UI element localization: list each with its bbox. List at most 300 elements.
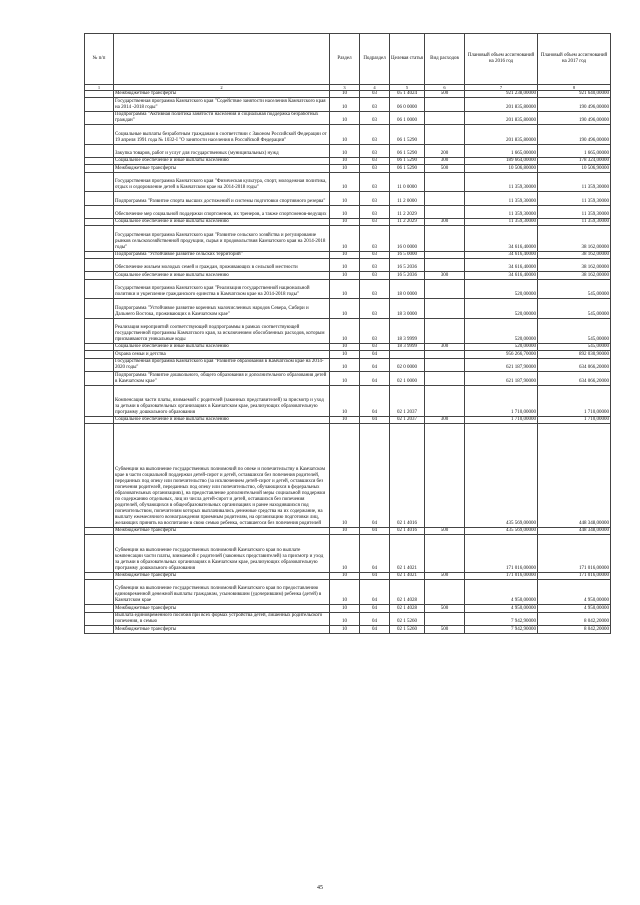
cell-expense-type	[425, 251, 465, 258]
cell-razdel: 10	[330, 527, 360, 534]
table-row	[85, 157, 611, 164]
cell-name: Выплата единовременного пособия при всех формах устройства детей, лишенных родительского попечения, в семью	[114, 612, 330, 625]
cell-expense-type	[425, 192, 465, 205]
table-row	[85, 358, 611, 371]
column-number: 5	[390, 85, 425, 91]
cell-index	[85, 318, 114, 343]
cell-expense-type	[425, 385, 465, 416]
cell-podrazdel: 04	[360, 579, 390, 604]
header-target-article: Целевая статья	[390, 34, 425, 85]
column-number: 1	[85, 85, 114, 91]
cell-target-article: 16 5 2036	[390, 259, 425, 272]
cell-podrazdel: 04	[360, 626, 390, 633]
cell-target-article: 18 3 0000	[390, 299, 425, 318]
cell-index	[85, 125, 114, 144]
cell-amount-2017: 38 162,00000	[538, 226, 611, 251]
cell-name: Подпрограмма "Устойчивое развитие коренных малочисленных народов Севера, Сибири и Дальнего Востока, проживающих в Камчатском крае"	[114, 299, 330, 318]
column-number: 6	[425, 85, 465, 91]
cell-target-article: 11 2 0000	[390, 192, 425, 205]
cell-amount-2016: 520,00000	[465, 299, 538, 318]
cell-index	[85, 535, 114, 572]
table-row	[85, 351, 611, 358]
cell-target-article: 06 1 5290	[390, 125, 425, 144]
cell-name: Социальное обеспечение и иные выплаты населению	[114, 344, 330, 351]
cell-name: Межбюджетные трансферты	[114, 165, 330, 172]
cell-podrazdel: 04	[360, 527, 390, 534]
cell-expense-type: 500	[425, 605, 465, 612]
cell-amount-2017: 11 359,30000	[538, 192, 611, 205]
cell-podrazdel: 03	[360, 226, 390, 251]
header-expense-type: Вид расходов	[425, 34, 465, 85]
cell-index	[85, 527, 114, 534]
cell-expense-type: 500	[425, 572, 465, 579]
cell-amount-2017: 545,00000	[538, 299, 611, 318]
cell-razdel: 10	[330, 612, 360, 625]
page-number: 45	[317, 885, 323, 891]
column-number: 4	[360, 85, 390, 91]
cell-amount-2016: 34 616,40000	[465, 259, 538, 272]
cell-name: Субвенции на выполнение государственных полномочий Камчатского края по выплате компенсации части платы, взимаемой с родителей (законных представителей) за присмотр и уход за детьми в образовательных организациях в Камчатском крае, реализующих образовательную программу дошкольного образования	[114, 535, 330, 572]
cell-expense-type	[425, 111, 465, 124]
table-row	[85, 572, 611, 579]
cell-amount-2016: 201 835,80000	[465, 98, 538, 111]
cell-name: Государственная программа Камчатского края "Развитие сельского хозяйства и регулирование рынков сельскохозяйственной продукции, сырья и продовольствия Камчатского края на 2014-2018 годы"	[114, 226, 330, 251]
cell-name: Государственная программа Камчатского края "Содействие занятости населения Камчатского края на 2014 -2018 годы"	[114, 98, 330, 111]
cell-razdel: 10	[330, 385, 360, 416]
table-row	[85, 192, 611, 205]
cell-index	[85, 251, 114, 258]
cell-index	[85, 572, 114, 579]
cell-amount-2016: 621 187,90000	[465, 372, 538, 385]
cell-index	[85, 111, 114, 124]
cell-target-article: 06 1 5290	[390, 144, 425, 157]
cell-target-article: 11 0 0000	[390, 172, 425, 191]
cell-razdel: 10	[330, 218, 360, 225]
cell-index	[85, 218, 114, 225]
table-row	[85, 98, 611, 111]
cell-razdel: 10	[330, 351, 360, 358]
table-row	[85, 279, 611, 298]
cell-expense-type: 500	[425, 165, 465, 172]
cell-amount-2017: 545,00000	[538, 318, 611, 343]
table-row	[85, 535, 611, 572]
cell-amount-2017: 38 162,00000	[538, 259, 611, 272]
column-number: 2	[114, 85, 330, 91]
cell-amount-2017: 921 640,00000	[538, 91, 611, 98]
cell-name: Закупка товаров, работ и услуг для государственных (муниципальных) нужд	[114, 144, 330, 157]
cell-name: Межбюджетные трансферты	[114, 527, 330, 534]
cell-expense-type	[425, 318, 465, 343]
cell-amount-2016: 11 359,30000	[465, 192, 538, 205]
cell-amount-2017: 1 710,00000	[538, 416, 611, 423]
cell-index	[85, 272, 114, 279]
cell-amount-2016: 7 942,90000	[465, 626, 538, 633]
cell-podrazdel: 04	[360, 372, 390, 385]
cell-amount-2016: 7 942,90000	[465, 612, 538, 625]
cell-razdel: 10	[330, 272, 360, 279]
header-name	[114, 34, 330, 85]
cell-razdel: 10	[330, 205, 360, 218]
cell-amount-2017: 38 162,00000	[538, 251, 611, 258]
cell-target-article: 02 1 4016	[390, 424, 425, 527]
cell-expense-type: 300	[425, 272, 465, 279]
cell-amount-2016: 34 616,40000	[465, 251, 538, 258]
cell-name: Охрана семьи и детства	[114, 351, 330, 358]
cell-index	[85, 416, 114, 423]
table-row	[85, 424, 611, 527]
table-row	[85, 251, 611, 258]
table-row	[85, 165, 611, 172]
column-number: 8	[538, 85, 611, 91]
cell-name: Межбюджетные трансферты	[114, 626, 330, 633]
cell-amount-2016: 11 359,30000	[465, 218, 538, 225]
table-row	[85, 527, 611, 534]
table-row	[85, 125, 611, 144]
cell-target-article: 02 1 4016	[390, 527, 425, 534]
cell-expense-type	[425, 226, 465, 251]
cell-podrazdel: 03	[360, 251, 390, 258]
cell-name: Подпрограмма "Развитие спорта высших достижений и системы подготовки спортивного резерва"	[114, 192, 330, 205]
cell-target-article: 02 1 5260	[390, 626, 425, 633]
cell-expense-type	[425, 372, 465, 385]
cell-podrazdel: 03	[360, 165, 390, 172]
cell-amount-2017: 8 042,20000	[538, 626, 611, 633]
cell-podrazdel: 03	[360, 91, 390, 98]
cell-razdel: 10	[330, 98, 360, 111]
cell-index	[85, 344, 114, 351]
cell-index	[85, 612, 114, 625]
cell-name: Межбюджетные трансферты	[114, 605, 330, 612]
cell-expense-type	[425, 351, 465, 358]
cell-index	[85, 259, 114, 272]
cell-amount-2016: 520,00000	[465, 279, 538, 298]
cell-target-article: 02 1 0000	[390, 372, 425, 385]
table-row	[85, 579, 611, 604]
cell-index	[85, 226, 114, 251]
table-row	[85, 605, 611, 612]
cell-name: Подпрограмма "Развитие дошкольного, общего образования и дополнительного образования детей в Камчатском крае"	[114, 372, 330, 385]
table-row	[85, 91, 611, 98]
cell-podrazdel: 04	[360, 416, 390, 423]
cell-razdel: 10	[330, 572, 360, 579]
cell-podrazdel: 03	[360, 205, 390, 218]
table-row	[85, 612, 611, 625]
cell-amount-2017: 1 665,00000	[538, 144, 611, 157]
table-header-row	[85, 34, 611, 85]
cell-index	[85, 579, 114, 604]
cell-razdel: 10	[330, 91, 360, 98]
cell-amount-2017: 190 496,00000	[538, 111, 611, 124]
cell-expense-type: 300	[425, 416, 465, 423]
cell-amount-2016: 520,00000	[465, 344, 538, 351]
cell-name: Субвенции на выполнение государственных полномочий по опеке и попечительству в Камчатском крае в части социальной поддержки детей-сирот и детей, оставшихся без попечения родителей, переданных под опеку или попечительство (за исключением детей-сирот и детей, оставшихся без попечения родителей, переданных под опеку или попечительство, обучающихся в федеральных образовательных организациях), на предоставление дополнительной меры социальной поддержки по содержанию отдельных, лиц из числа детей-сирот и детей, оставшихся без попечения родителей, обучающихся в общеобразовательных организациях и ранее находившихся под попечительством, попечителям которых выплачивались денежные средства на их содержание, на выплату ежемесячного вознаграждения приемным родителям, на организацию подготовки лиц, желающих принять на воспитание в свою семью ребенка, оставшегося без попечения родителей	[114, 424, 330, 527]
column-number: 7	[465, 85, 538, 91]
cell-amount-2017: 190 496,00000	[538, 98, 611, 111]
cell-expense-type	[425, 205, 465, 218]
cell-amount-2017: 178 324,00000	[538, 157, 611, 164]
cell-target-article: 11 2 2029	[390, 205, 425, 218]
cell-expense-type	[425, 579, 465, 604]
cell-podrazdel: 03	[360, 157, 390, 164]
cell-amount-2017: 190 496,00000	[538, 125, 611, 144]
cell-target-article: 18 3 9999	[390, 318, 425, 343]
cell-index	[85, 385, 114, 416]
cell-razdel: 10	[330, 358, 360, 371]
cell-amount-2017: 4 950,00000	[538, 605, 611, 612]
cell-podrazdel: 03	[360, 299, 390, 318]
cell-index	[85, 299, 114, 318]
cell-name: Обеспечение мер социальной поддержки спортсменов, их тренеров, а также спортсменов-ведущих	[114, 205, 330, 218]
cell-amount-2016: 34 616,40000	[465, 272, 538, 279]
cell-amount-2017: 10 506,90000	[538, 165, 611, 172]
cell-podrazdel: 03	[360, 144, 390, 157]
cell-index	[85, 279, 114, 298]
cell-amount-2016: 621 187,90000	[465, 358, 538, 371]
cell-podrazdel: 04	[360, 424, 390, 527]
cell-index	[85, 358, 114, 371]
cell-target-article: 02 1 4021	[390, 535, 425, 572]
cell-amount-2016: 201 835,80000	[465, 111, 538, 124]
cell-name: Социальное обеспечение и иные выплаты населению	[114, 157, 330, 164]
cell-amount-2017: 1 710,00000	[538, 385, 611, 416]
cell-expense-type	[425, 612, 465, 625]
cell-amount-2017: 8 042,20000	[538, 612, 611, 625]
cell-razdel: 10	[330, 318, 360, 343]
cell-expense-type: 300	[425, 157, 465, 164]
cell-podrazdel: 04	[360, 351, 390, 358]
table-row	[85, 626, 611, 633]
cell-expense-type: 300	[425, 344, 465, 351]
cell-index	[85, 424, 114, 527]
table-row	[85, 205, 611, 218]
cell-razdel: 10	[330, 299, 360, 318]
cell-razdel: 10	[330, 579, 360, 604]
cell-name: Государственная программа Камчатского края "Физическая культура, спорт, молодежная политика, отдых и оздоровление детей в Камчатском крае на 2014-2018 годы"	[114, 172, 330, 191]
cell-podrazdel: 04	[360, 385, 390, 416]
cell-target-article: 02 1 2037	[390, 416, 425, 423]
cell-name: Субвенции на выполнение государственных полномочий Камчатского края по предоставлению единовременной денежной выплаты гражданам, усыновившим (удочерившим) ребенка (детей) в Камчатском крае	[114, 579, 330, 604]
cell-amount-2016: 171 016,00000	[465, 535, 538, 572]
cell-podrazdel: 03	[360, 279, 390, 298]
cell-expense-type: 500	[425, 91, 465, 98]
cell-target-article: 16 0 0000	[390, 226, 425, 251]
cell-amount-2017: 4 950,00000	[538, 579, 611, 604]
cell-target-article	[390, 351, 425, 358]
header-razdel: Раздел	[330, 34, 360, 85]
cell-amount-2016: 34 616,40000	[465, 226, 538, 251]
cell-expense-type	[425, 125, 465, 144]
cell-amount-2016: 201 835,80000	[465, 125, 538, 144]
cell-expense-type	[425, 299, 465, 318]
cell-name: Государственная программа Камчатского края "Развитие образования в Камчатском крае на 2014-2020 годы"	[114, 358, 330, 371]
cell-amount-2016: 4 950,00000	[465, 579, 538, 604]
cell-amount-2016: 1 710,00000	[465, 385, 538, 416]
cell-amount-2016: 520,00000	[465, 318, 538, 343]
cell-amount-2017: 11 359,30000	[538, 218, 611, 225]
cell-razdel: 10	[330, 144, 360, 157]
cell-amount-2016: 435 569,00000	[465, 424, 538, 527]
cell-podrazdel: 03	[360, 172, 390, 191]
cell-amount-2016: 171 016,00000	[465, 572, 538, 579]
cell-index	[85, 205, 114, 218]
cell-target-article: 16 5 2036	[390, 272, 425, 279]
cell-amount-2017: 11 359,30000	[538, 172, 611, 191]
cell-index	[85, 98, 114, 111]
cell-amount-2017: 448 348,00000	[538, 527, 611, 534]
cell-target-article: 06 1 5290	[390, 157, 425, 164]
cell-index	[85, 144, 114, 157]
cell-razdel: 10	[330, 535, 360, 572]
cell-target-article: 05 1 4024	[390, 91, 425, 98]
table-row	[85, 416, 611, 423]
cell-name: Компенсация части платы, взимаемой с родителей (законных представителей) за присмотр и уход за детьми в образовательных организациях в Камчатском крае, реализующих образовательную программу дошкольного образования	[114, 385, 330, 416]
cell-razdel: 10	[330, 125, 360, 144]
cell-amount-2017: 545,00000	[538, 344, 611, 351]
cell-podrazdel: 03	[360, 98, 390, 111]
cell-razdel: 10	[330, 416, 360, 423]
table-row	[85, 385, 611, 416]
cell-expense-type	[425, 535, 465, 572]
cell-amount-2017: 634 066,20000	[538, 372, 611, 385]
cell-podrazdel: 03	[360, 192, 390, 205]
cell-razdel: 10	[330, 226, 360, 251]
cell-podrazdel: 04	[360, 612, 390, 625]
cell-razdel: 10	[330, 111, 360, 124]
cell-amount-2016: 10 506,80000	[465, 165, 538, 172]
cell-expense-type: 200	[425, 144, 465, 157]
table-row	[85, 144, 611, 157]
cell-target-article: 16 5 0000	[390, 251, 425, 258]
cell-razdel: 10	[330, 172, 360, 191]
cell-podrazdel: 04	[360, 605, 390, 612]
cell-amount-2017: 634 066,20000	[538, 358, 611, 371]
table-row	[85, 226, 611, 251]
cell-expense-type	[425, 172, 465, 191]
cell-razdel: 10	[330, 372, 360, 385]
cell-name: Межбюджетные трансферты	[114, 91, 330, 98]
cell-amount-2016: 4 950,00000	[465, 605, 538, 612]
cell-amount-2016: 956 266,70000	[465, 351, 538, 358]
cell-target-article: 18 3 9999	[390, 344, 425, 351]
cell-target-article: 06 1 0000	[390, 111, 425, 124]
cell-target-article: 02 1 5260	[390, 612, 425, 625]
table-row	[85, 372, 611, 385]
header-index: № п/п	[85, 34, 114, 85]
cell-amount-2017: 171 016,00000	[538, 535, 611, 572]
cell-podrazdel: 03	[360, 125, 390, 144]
cell-razdel: 10	[330, 626, 360, 633]
cell-name: Социальные выплаты безработным гражданам в соответствии с Законом Российской Федерации от 19 апреля 1991 года № 1032-I "О занятости населения в Российской Федерации"	[114, 125, 330, 144]
table-row	[85, 272, 611, 279]
cell-razdel: 10	[330, 605, 360, 612]
cell-podrazdel: 03	[360, 344, 390, 351]
cell-target-article: 18 0 0000	[390, 279, 425, 298]
cell-name: Обеспечение жильем молодых семей и граждан, проживающих в сельской местности	[114, 259, 330, 272]
cell-name: Подпрограмма "Устойчивое развитие сельских территорий"	[114, 251, 330, 258]
cell-target-article: 02 0 0000	[390, 358, 425, 371]
table-row	[85, 172, 611, 191]
cell-razdel: 10	[330, 192, 360, 205]
cell-target-article: 02 1 2037	[390, 385, 425, 416]
column-number: 3	[330, 85, 360, 91]
cell-index	[85, 192, 114, 205]
table-row	[85, 299, 611, 318]
cell-razdel: 10	[330, 251, 360, 258]
cell-target-article: 02 1 4028	[390, 605, 425, 612]
cell-amount-2017: 545,00000	[538, 279, 611, 298]
cell-razdel: 10	[330, 259, 360, 272]
cell-target-article: 06 0 0000	[390, 98, 425, 111]
table-row	[85, 344, 611, 351]
cell-index	[85, 351, 114, 358]
cell-expense-type	[425, 259, 465, 272]
cell-podrazdel: 03	[360, 259, 390, 272]
table-row	[85, 218, 611, 225]
cell-index	[85, 91, 114, 98]
cell-index	[85, 372, 114, 385]
cell-index	[85, 172, 114, 191]
header-amount-2017: Плановый объем ассигнований на 2017 год	[538, 34, 611, 85]
cell-name: Социальное обеспечение и иные выплаты населению	[114, 218, 330, 225]
cell-amount-2016: 1 710,00000	[465, 416, 538, 423]
cell-razdel: 10	[330, 279, 360, 298]
cell-target-article: 06 1 5290	[390, 165, 425, 172]
cell-expense-type	[425, 98, 465, 111]
cell-name: Государственная программа Камчатского края "Реализация государственной национальной политики и укрепление гражданского единства в Камчатском крае на 2014-2018 годы"	[114, 279, 330, 298]
table-body	[85, 91, 611, 634]
cell-name: Реализация мероприятий соответствующей подпрограммы в рамках соответствующей государственной программы Камчатского края, за исключением обособленных расходов, которым присваиваются уникальные коды	[114, 318, 330, 343]
cell-podrazdel: 04	[360, 358, 390, 371]
cell-razdel: 10	[330, 344, 360, 351]
cell-amount-2016: 11 359,30000	[465, 205, 538, 218]
cell-name: Социальное обеспечение и иные выплаты населению	[114, 272, 330, 279]
cell-index	[85, 157, 114, 164]
table-row	[85, 111, 611, 124]
cell-podrazdel: 04	[360, 535, 390, 572]
budget-table	[84, 33, 611, 634]
cell-podrazdel: 03	[360, 318, 390, 343]
cell-razdel: 10	[330, 157, 360, 164]
cell-amount-2016: 435 569,00000	[465, 527, 538, 534]
cell-target-article: 11 2 2029	[390, 218, 425, 225]
cell-index	[85, 626, 114, 633]
header-amount-2016: Плановый объем ассигнований на 2016 год	[465, 34, 538, 85]
cell-podrazdel: 03	[360, 272, 390, 279]
cell-amount-2017: 171 016,00000	[538, 572, 611, 579]
cell-expense-type	[425, 358, 465, 371]
cell-razdel: 10	[330, 165, 360, 172]
cell-amount-2016: 1 665,00000	[465, 144, 538, 157]
cell-podrazdel: 04	[360, 572, 390, 579]
cell-amount-2016: 11 359,30000	[465, 172, 538, 191]
cell-amount-2016: 921 238,00000	[465, 91, 538, 98]
cell-index	[85, 165, 114, 172]
cell-name: Подпрограмма "Активная политика занятости населения и социальная поддержка безработных граждан"	[114, 111, 330, 124]
cell-target-article: 02 1 4021	[390, 572, 425, 579]
cell-name: Межбюджетные трансферты	[114, 572, 330, 579]
cell-amount-2016: 189 664,00000	[465, 157, 538, 164]
cell-amount-2017: 448 348,00000	[538, 424, 611, 527]
cell-podrazdel: 03	[360, 111, 390, 124]
cell-target-article: 02 1 4028	[390, 579, 425, 604]
cell-expense-type	[425, 424, 465, 527]
cell-expense-type: 300	[425, 218, 465, 225]
cell-name: Социальное обеспечение и иные выплаты населению	[114, 416, 330, 423]
cell-razdel: 10	[330, 424, 360, 527]
cell-expense-type	[425, 279, 465, 298]
cell-amount-2017: 11 359,30000	[538, 205, 611, 218]
cell-amount-2017: 38 162,00000	[538, 272, 611, 279]
